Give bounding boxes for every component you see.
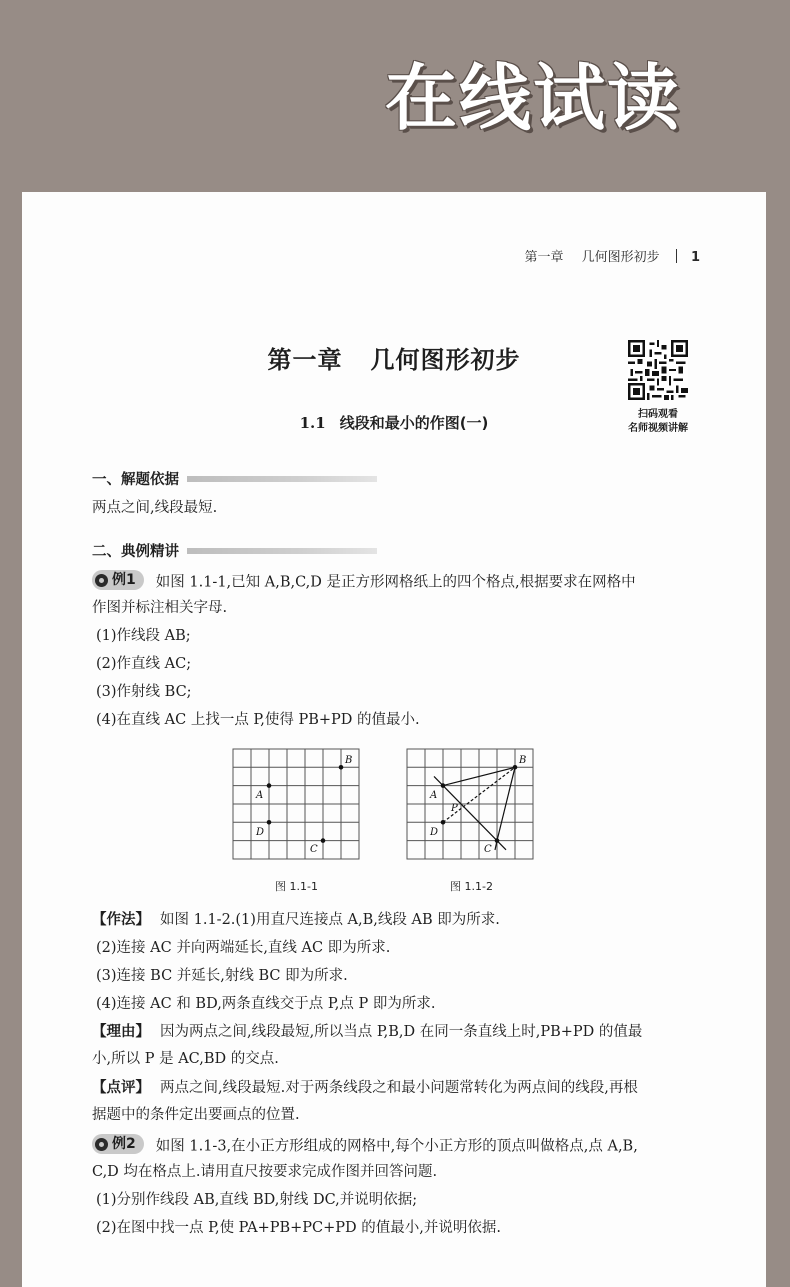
chapter-number: 第一章: [267, 345, 343, 374]
chapter-name: 几何图形初步: [370, 345, 521, 374]
method-line: (4)连接 AC 和 BD,两条直线交于点 P,点 P 即为所求.: [96, 996, 436, 1012]
figure-1-1-caption: 图 1.1-1: [275, 880, 318, 893]
qr-caption-line2: 名师视频讲解: [628, 423, 688, 434]
page-number: 1: [690, 250, 700, 265]
method-text1: 如图 1.1-2.(1)用直尺连接点 A,B,线段 AB 即为所求.: [160, 912, 500, 928]
label-b: B: [345, 755, 353, 766]
example1-text1: 如图 1.1-1,已知 A,B,C,D 是正方形网格纸上的四个格点,根据要求在网格中: [155, 574, 636, 591]
label-b: B: [519, 755, 527, 766]
point-a: [441, 783, 446, 788]
section-title: [22, 412, 766, 433]
qr-code-icon[interactable]: [628, 340, 688, 400]
example1-item: (4)在直线 AC 上找一点 P,使得 PB+PD 的值最小.: [96, 712, 420, 728]
method-line: (2)连接 AC 并向两端延长,直线 AC 即为所求.: [96, 940, 391, 956]
example1-line2: 作图并标注相关字母.: [92, 600, 228, 616]
reason-line2: 小,所以 P 是 AC,BD 的交点.: [92, 1051, 279, 1067]
running-head-chapter: 第一章: [524, 250, 564, 265]
divider: [676, 249, 677, 263]
example2-line1: [92, 1134, 638, 1157]
line-ac: [434, 776, 506, 849]
comment-line1: [92, 1078, 638, 1098]
example1-item: (1)作线段 AB;: [96, 628, 191, 644]
label-a: A: [430, 790, 438, 801]
basis-text: 两点之间,线段最短.: [92, 500, 218, 516]
point-b: [339, 765, 344, 770]
example1-line1: [92, 570, 636, 593]
location-pin-icon: [95, 1138, 108, 1151]
point-c: [321, 838, 326, 843]
comment-text1: 两点之间,线段最短.对于两条线段之和最小问题常转化为两点间的线段,再根: [160, 1080, 638, 1096]
location-pin-icon: [95, 574, 108, 587]
reason-tag: 【理由】: [92, 1024, 150, 1040]
example1-item: (2)作直线 AC;: [96, 656, 192, 672]
point-b: [513, 765, 518, 770]
basis-heading-text: 一、解题依据: [92, 472, 179, 488]
example2-badge-label: 例2: [112, 1136, 136, 1152]
heading-bar: [187, 548, 377, 554]
figure-1-2-caption: 图 1.1-2: [450, 880, 493, 893]
figure-1-2: [406, 748, 534, 860]
point-c: [495, 838, 500, 843]
running-head-title: 几何图形初步: [581, 250, 660, 265]
banner-title: 在线试读: [385, 56, 682, 140]
running-head: [525, 246, 701, 265]
label-d: D: [430, 827, 439, 838]
label-d: D: [256, 827, 265, 838]
example1-badge-label: 例1: [112, 572, 136, 588]
label-a: A: [256, 790, 264, 801]
point-a: [267, 783, 272, 788]
label-c: C: [310, 844, 318, 855]
example2-badge: [92, 1134, 144, 1154]
example2-item: (1)分别作线段 AB,直线 BD,射线 DC,并说明依据;: [96, 1192, 418, 1208]
section-number: 1.1: [299, 414, 326, 432]
book-page: [22, 192, 766, 1287]
reason-text1: 因为两点之间,线段最短,所以当点 P,B,D 在同一条直线上时,PB+PD 的值最: [160, 1024, 643, 1040]
qr-caption-line1: 扫码观看: [638, 409, 678, 420]
method-line1: [92, 910, 500, 930]
method-line: (3)连接 BC 并延长,射线 BC 即为所求.: [96, 968, 348, 984]
method-tag: 【作法】: [92, 912, 150, 928]
examples-heading: [92, 540, 377, 561]
example2-line2: C,D 均在格点上.请用直尺按要求完成作图并回答问题.: [92, 1164, 438, 1180]
basis-heading: [92, 468, 377, 489]
reason-line1: [92, 1022, 642, 1042]
figure-1-1: [232, 748, 360, 860]
example1-item: (3)作射线 BC;: [96, 684, 192, 700]
example1-badge: [92, 570, 144, 590]
point-d: [441, 820, 446, 825]
comment-tag: 【点评】: [92, 1080, 150, 1096]
point-d: [267, 820, 272, 825]
example2-item: (2)在图中找一点 P,使 PA+PB+PC+PD 的值最小,并说明依据.: [96, 1220, 502, 1236]
label-p: P: [451, 803, 458, 814]
examples-heading-text: 二、典例精讲: [92, 544, 179, 560]
section-name: 线段和最小的作图(一): [339, 414, 489, 432]
comment-line2: 据题中的条件定出要画点的位置.: [92, 1107, 300, 1123]
label-c: C: [484, 844, 492, 855]
example2-text1: 如图 1.1-3,在小正方形组成的网格中,每个小正方形的顶点叫做格点,点 A,B,: [155, 1138, 638, 1155]
heading-bar: [187, 476, 377, 482]
